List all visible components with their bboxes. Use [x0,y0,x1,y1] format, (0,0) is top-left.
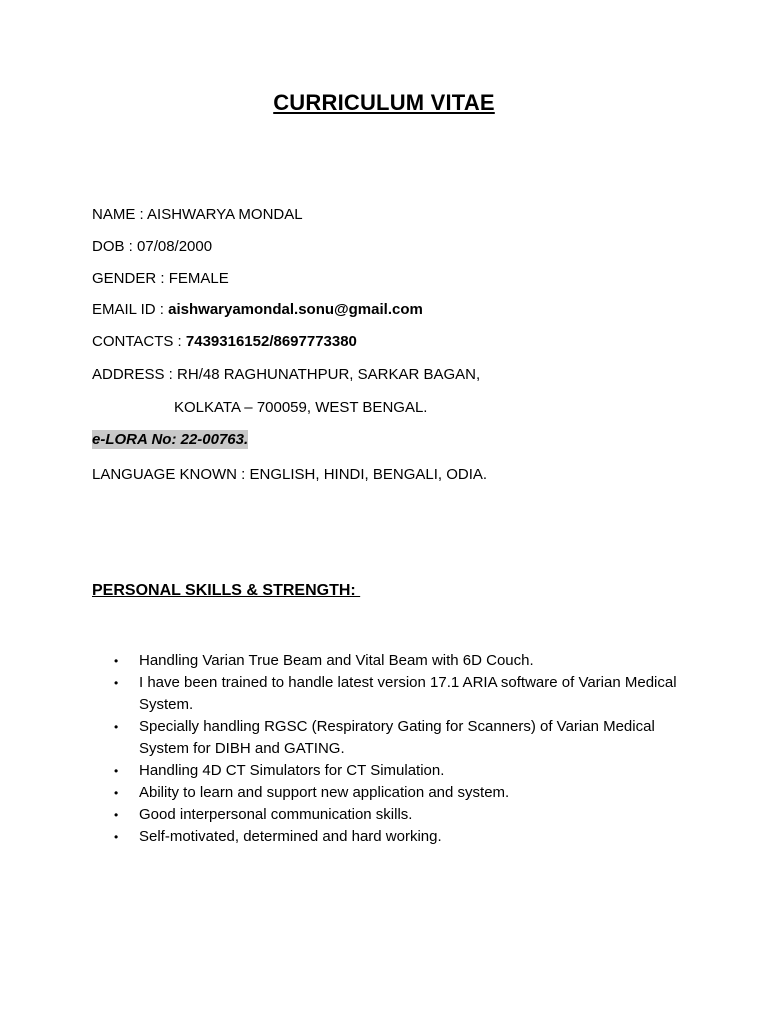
list-item [112,650,692,672]
bullet-icon: • [114,786,119,800]
email-label: EMAIL ID : [92,301,169,318]
list-item [112,672,692,716]
list-item [112,716,692,760]
skills-list [112,650,692,848]
page-title: CURRICULUM VITAE [273,90,495,115]
address-line1: RH/48 RAGHUNATHPUR, SARKAR BAGAN, [177,366,481,383]
list-item [112,782,692,804]
address-row-2 [174,399,427,416]
skills-heading: PERSONAL SKILLS & STRENGTH: [92,582,361,599]
email-row [92,301,423,318]
gender-row [92,270,229,287]
language-row [92,466,487,483]
list-item [112,804,692,826]
bullet-icon: • [114,676,119,690]
list-item [112,760,692,782]
list-item-text: I have been trained to handle latest version 17.1 ARIA software of Varian Medical System. [139,674,677,713]
bullet-icon: • [114,720,119,734]
list-item-text: Good interpersonal communication skills. [139,806,413,823]
bullet-icon: • [114,808,119,822]
bullet-icon: • [114,654,119,668]
elora-number: e-LORA No: 22-00763. [92,431,249,448]
list-item-text: Handling 4D CT Simulators for CT Simulation. [139,762,445,779]
dob-value: 07/08/2000 [137,238,213,255]
email-value: aishwaryamondal.sonu@gmail.com [168,301,423,318]
bullet-icon: • [114,764,119,778]
address-row [92,366,480,383]
list-item-text: Ability to learn and support new application and system. [139,784,510,801]
list-item-text: Handling Varian True Beam and Vital Beam with 6D Couch. [139,652,534,669]
list-item-text: Specially handling RGSC (Respiratory Gating for Scanners) of Varian Medical System for DIBH and GATING. [139,718,655,757]
language-value: ENGLISH, HINDI, BENGALI, ODIA. [249,466,488,483]
name-value: AISHWARYA MONDAL [147,206,303,223]
name-row [92,206,303,223]
bullet-icon: • [114,830,119,844]
address-line2: KOLKATA – 700059, WEST BENGAL. [174,399,428,416]
contacts-row [92,333,357,350]
gender-value: FEMALE [168,270,229,287]
contacts-label: CONTACTS : [92,333,186,350]
dob-row [92,238,212,255]
gender-label: GENDER : [92,270,169,287]
elora-row [92,431,248,448]
name-label: NAME : [92,206,148,223]
list-item [112,826,692,848]
dob-label: DOB : [92,238,138,255]
address-label: ADDRESS : [92,366,178,383]
language-label: LANGUAGE KNOWN : [92,466,250,483]
contacts-value: 7439316152/8697773380 [185,333,357,350]
list-item-text: Self-motivated, determined and hard working. [139,828,442,845]
